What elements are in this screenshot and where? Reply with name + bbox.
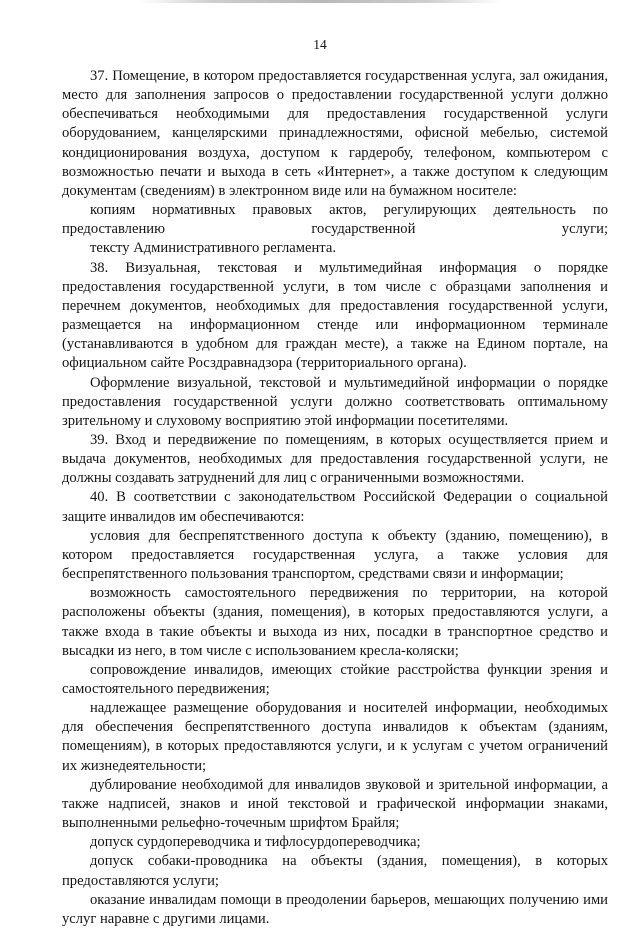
list-item-legal-acts: копиям нормативных правовых актов, регулирующих деятельность по предоставлению государственной услуги; <box>62 202 608 238</box>
list-item-escort: сопровождение инвалидов, имеющих стойкие расстройства функции зрения и самостоятельного передвижения; <box>62 661 608 697</box>
document-body <box>62 67 608 929</box>
list-item-interpreter-admission: допуск сурдопереводчика и тифлосурдопереводчика; <box>90 834 421 851</box>
paragraph-40: 40. В соответствии с законодательством Российской Федерации о социальной защите инвалидов им обеспечиваются: <box>62 489 608 525</box>
list-item-braille-duplication: дублирование необходимой для инвалидов звуковой и зрительной информации, а также надписей, знаков и иной текстовой и графической информации знаками, выполненными рельефно-точечным шрифтом Брайля; <box>62 776 608 832</box>
list-item-access-conditions: условия для беспрепятственного доступа к объекту (зданию, помещению), в котором предоставляется государственная услуга, а также условия для беспрепятственного пользования транспортом, средствами связи и информации; <box>62 527 608 583</box>
list-item-barrier-assistance: оказание инвалидам помощи в преодолении барьеров, мешающих получению ими услуг наравне с другими лицами. <box>62 891 608 927</box>
list-item-guide-dog: допуск собаки-проводника на объекты (здания, помещения), в которых предоставляются услуги; <box>62 853 608 889</box>
paragraph-39: 39. Вход и передвижение по помещениям, в которых осуществляется прием и выдача документов, необходимых для предоставления государственной услуги, не должны создавать затруднений для лиц с ограниченными возможностями. <box>62 431 608 487</box>
paragraph-37: 37. Помещение, в котором предоставляется государственная услуга, зал ожидания, место для заполнения запросов о предоставлении государственной услуги должно обеспечиваться необходимыми для предоставления государственной услуги оборудованием, канцелярскими принадлежностями, офисной мебелью, системой кондиционирования воздуха, доступом к гардеробу, телефоном, компьютером с возможностью печати и выхода в сеть «Интернет», а также доступом к следующим документам (сведениям) в электронном виде или на бумажном носителе: <box>62 68 608 199</box>
page-number: 14 <box>313 37 327 52</box>
paragraph-38: 38. Визуальная, текстовая и мультимедийная информация о порядке предоставления государственной услуги, в том числе с образцами заполнения и перечнем документов, необходимых для предоставления государственной услуги, размещается на информационном стенде или информационном терминале (устанавливаются в удобном для граждан месте), а также на Едином портале, на официальном сайте Росздравнадзора (территориального органа). <box>62 259 608 372</box>
list-item-admin-regulation: тексту Административного регламента. <box>90 240 336 257</box>
list-item-equipment-placement: надлежащее размещение оборудования и носителей информации, необходимых для обеспечения беспрепятственного доступа инвалидов к объектам (зданиям, помещениям), в которых предоставляются услуги, и к услугам с учетом ограничений их жизнедеятельности; <box>62 700 608 774</box>
paragraph-information-design: Оформление визуальной, текстовой и мультимедийной информации о порядке предоставления государственной услуги должно соответствовать оптимальному зрительному и слуховому восприятию этой информации посетителями. <box>62 374 608 429</box>
scan-edge-artifact <box>140 0 500 3</box>
list-item-movement: возможность самостоятельного передвижения по территории, на которой расположены объекты (здания, помещения), в которых предоставляются услуги, а также входа в такие объекты и выхода из них, посадки в транспортное средство и высадки из него, в том числе с использованием кресла-коляски; <box>62 585 608 659</box>
